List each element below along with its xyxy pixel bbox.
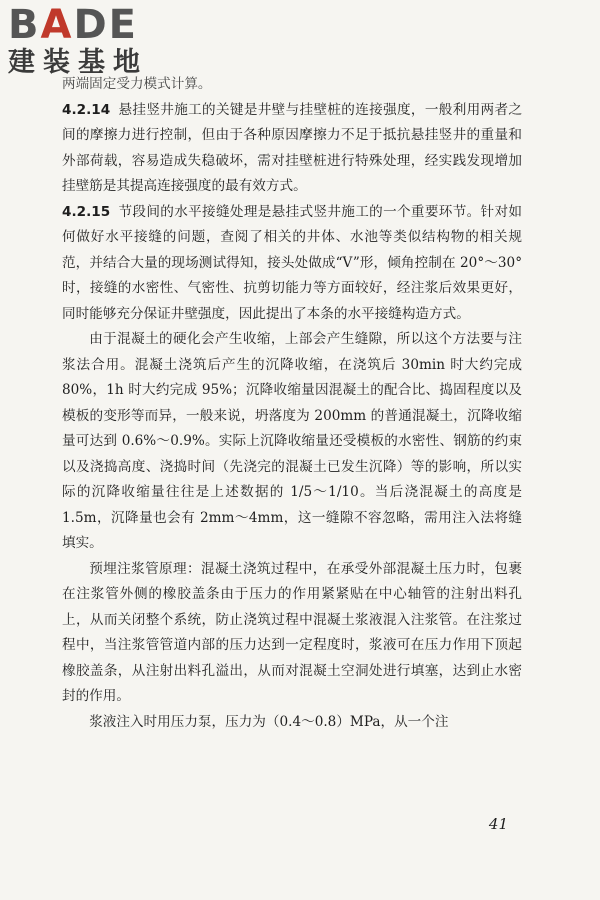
section-text: 悬挂竖井施工的关键是井壁与挂壁桩的连接强度，一般利用两者之间的摩擦力进行控制，但由于各种原因摩擦力不足于抵抗悬挂竖井的重量和外部荷载，容易造成失稳破坏，需对挂壁桩进行特殊处理，经实践发现增加挂壁筋是其提高连接强度的最有效方式。 xyxy=(62,101,522,194)
page-number: 41 xyxy=(488,815,508,833)
page-body xyxy=(62,72,522,735)
paragraph: 由于混凝土的硬化会产生收缩，上部会产生缝隙，所以这个方法要与注浆法合用。混凝土浇筑后产生的沉降收缩，在浇筑后 30min 时大约完成 80%，1h 时大约完成 95%；沉降收缩量因混凝土的配合比、捣固程度以及模板的变形等而异，一般来说，坍落度为 200mm 的普通混凝土，沉降收缩量可达到 0.6%～0.9%。实际上沉降收缩量还受模板的水密性、钢筋的约束以及浇捣高度、浇捣时间（先浇完的混凝土已发生沉降）等的影响，所以实际的沉降收缩量往往是上述数据的 1/5～1/10。当后浇混凝土的高度是 1.5m，沉降量也会有 2mm～4mm，这一缝隙不容忽略，需用注入法将缝填实。 xyxy=(62,331,522,551)
logo-wordmark: BADE xyxy=(8,2,138,48)
logo-subtitle: 建装基地 xyxy=(8,47,148,78)
paragraph: 浆液注入时用压力泵，压力为（0.4～0.8）MPa，从一个注 xyxy=(89,713,449,730)
section-4-2-14 xyxy=(62,98,522,200)
paragraph-continuation: 两端固定受力模式计算。 xyxy=(62,76,212,92)
section-4-2-15 xyxy=(62,200,522,328)
section-number: 4.2.14 xyxy=(62,101,111,118)
site-logo xyxy=(8,4,178,78)
paragraph: 预埋注浆管原理：混凝土浇筑过程中，在承受外部混凝土压力时，包裹在注浆管外侧的橡胶盖条由于压力的作用紧紧贴在中心轴管的注射出料孔上，从而关闭整个系统，防止浇筑过程中混凝土浆液混入注浆管。在注浆过程中，当注浆管管道内部的压力达到一定程度时，浆液可在压力作用下顶起橡胶盖条，从注射出料孔溢出，从而对混凝土空洞处进行填塞，达到止水密封的作用。 xyxy=(62,560,522,704)
section-number: 4.2.15 xyxy=(62,203,111,220)
section-text: 节段间的水平接缝处理是悬挂式竖井施工的一个重要环节。针对如何做好水平接缝的问题，查阅了相关的井体、水池等类似结构物的相关规范，并结合大量的现场测试得知，接头处做成“V”形，倾角控制在 20°～30°时，接缝的水密性、气密性、抗剪切能力等方面较好，经注浆后效果更好，同时能够充分保证井壁强度，因此提出了本条的水平接缝构造方式。 xyxy=(62,203,522,322)
